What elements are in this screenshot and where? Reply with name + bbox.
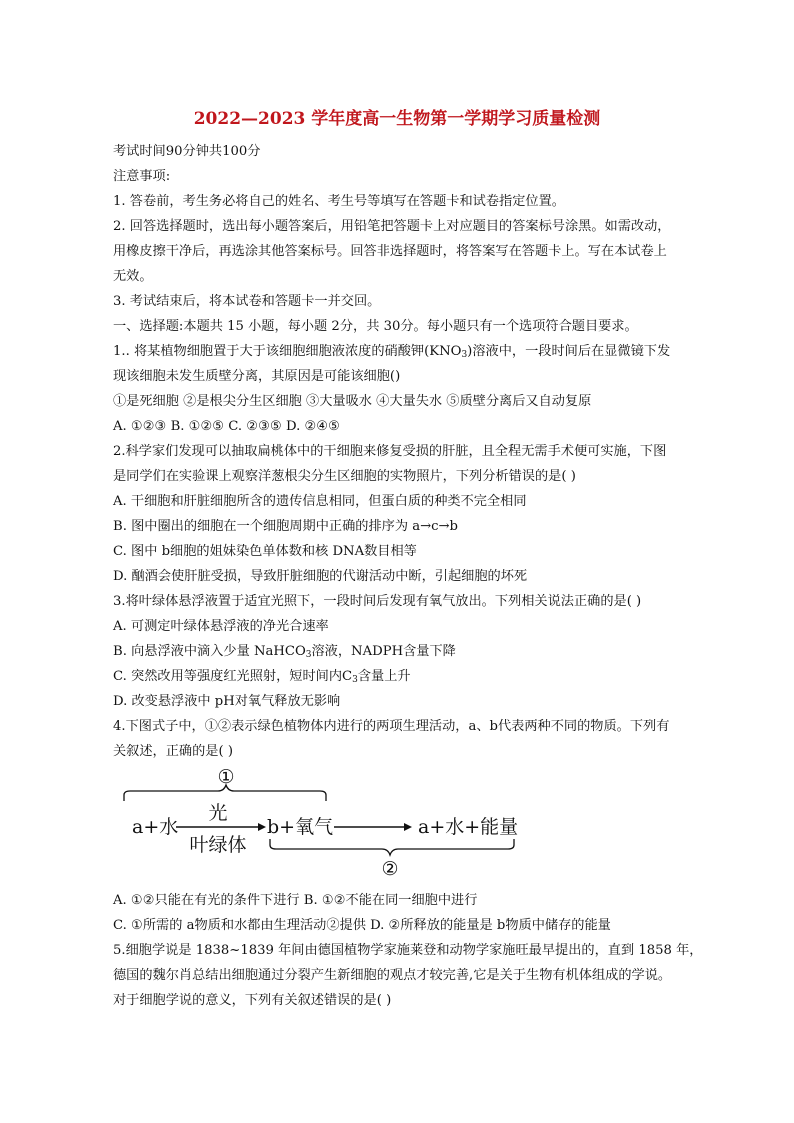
q1-text-a: 1.. 将某植物细胞置于大于该细胞细胞液浓度的硝酸钾(KNO (113, 344, 462, 359)
q1-statements: ①是死细胞 ②是根尖分生区细胞 ③大量吸水 ④大量失水 ⑤质壁分离后又自动复原 (113, 394, 592, 409)
circle-2-label: ② (381, 858, 399, 878)
q4-options-ab: A. ①②只能在有光的条件下进行 B. ①②不能在同一细胞中进行 (113, 893, 478, 908)
q2-option-d: D. 酗酒会使肝脏受损，导致肝脏细胞的代谢活动中断，引起细胞的坏死 (113, 569, 528, 584)
product-middle: b+氧气 (267, 816, 334, 838)
q3-option-b (113, 643, 693, 664)
q3-option-d: D. 改变悬浮液中 pH对氧气释放无影响 (113, 694, 341, 709)
q3-b-text-b: 溶液，NADPH含量下降 (311, 644, 456, 659)
q2-option-b: B. 图中圈出的细胞在一个细胞周期中正确的排序为 a→c→b (113, 519, 458, 534)
q3-line-1: 3.将叶绿体悬浮液置于适宜光照下，一段时间后发现有氧气放出。下列相关说法正确的是( ) (113, 594, 642, 609)
q1-text-b: )溶液中，一段时间后在显微镜下发 (467, 344, 671, 359)
reaction-diagram (118, 763, 528, 878)
q3-c-text-a: C. 突然改用等强度红光照射，短时间内C (113, 669, 353, 684)
circle-1-label: ① (217, 766, 235, 788)
q3-option-c (113, 668, 693, 689)
q5-line-3: 对于细胞学说的意义，下列有关叙述错误的是( ) (113, 993, 392, 1008)
document-title: 2022—2023 学年度高一生物第一学期学习质量检测 (193, 109, 601, 129)
q3-b-text-a: B. 向悬浮液中滴入少量 NaHCO (113, 644, 306, 659)
product-right: a+水+能量 (418, 816, 519, 838)
q3-c-text-b: 含量上升 (357, 669, 411, 684)
q4-line-2: 关叙述，正确的是( ) (113, 744, 233, 759)
q3-b-subscript: 3 (305, 650, 312, 660)
q5-line-1: 5.细胞学说是 1838~1839 年间由德国植物学家施莱登和动物学家施旺最早提出的，直到 1858 年， (113, 943, 703, 958)
q3-c-subscript: 3 (352, 675, 358, 685)
q5-line-2: 德国的魏尔肖总结出细胞通过分裂产生新细胞的观点才较完善,它是关于生物有机体组成的学说。 (113, 968, 672, 983)
q1-line-2: 现该细胞未发生质壁分离，其原因是可能该细胞() (113, 369, 401, 384)
q1-options: A. ①②③ B. ①②⑤ C. ②③⑤ D. ②④⑤ (113, 419, 340, 434)
arrow-label-light: 光 (208, 802, 228, 824)
q2-line-2: 是同学们在实验课上观察洋葱根尖分生区细胞的实物照片，下列分析错误的是( ) (113, 469, 576, 484)
notice-heading: 注意事项: (113, 169, 171, 184)
notice-2-line-2: 用橡皮擦干净后，再选涂其他答案标号。回答非选择题时，将答案写在答题卡上。写在本试卷上 (113, 244, 667, 259)
reactant-left: a+水 (132, 816, 179, 838)
section-1-heading: 一、选择题:本题共 15 小题，每小题 2分，共 30分。每小题只有一个选项符合题目要求。 (113, 319, 638, 334)
q2-option-a: A. 干细胞和肝脏细胞所含的遗传信息相同，但蛋白质的种类不完全相同 (113, 494, 527, 509)
arrow-label-chloroplast: 叶绿体 (189, 834, 247, 856)
brace-bottom (270, 839, 514, 855)
q4-line-1: 4.下图式子中，①②表示绿色植物体内进行的两项生理活动，a、b代表两种不同的物质。下列有 (113, 719, 670, 734)
notice-3: 3. 考试结束后，将本试卷和答题卡一并交回。 (113, 294, 381, 309)
q1-line-1 (113, 343, 693, 364)
q3-option-a: A. 可测定叶绿体悬浮液的净光合速率 (113, 619, 329, 634)
q2-line-1: 2.科学家们发现可以抽取扁桃体中的干细胞来修复受损的肝脏，且全程无需手术便可实施，下图 (113, 444, 667, 459)
notice-2-line-1: 2. 回答选择题时，选出每小题答案后，用铅笔把答题卡上对应题目的答案标号涂黑。如需改动， (113, 219, 671, 234)
arrow-1-head (258, 823, 266, 831)
exam-time: 考试时间90分钟共100分 (113, 144, 261, 159)
notice-1: 1. 答卷前，考生务必将自己的姓名、考生号等填写在答题卡和试卷指定位置。 (113, 194, 565, 209)
q1-subscript: 3 (461, 350, 468, 360)
q4-options-cd: C. ①所需的 a物质和水都由生理活动②提供 D. ②所释放的能量是 b物质中储存的能量 (113, 918, 611, 933)
arrow-2-head (404, 823, 412, 831)
q2-option-c: C. 图中 b细胞的姐妹染色单体数和核 DNA数目相等 (113, 544, 417, 559)
notice-2-line-3: 无效。 (113, 269, 153, 284)
